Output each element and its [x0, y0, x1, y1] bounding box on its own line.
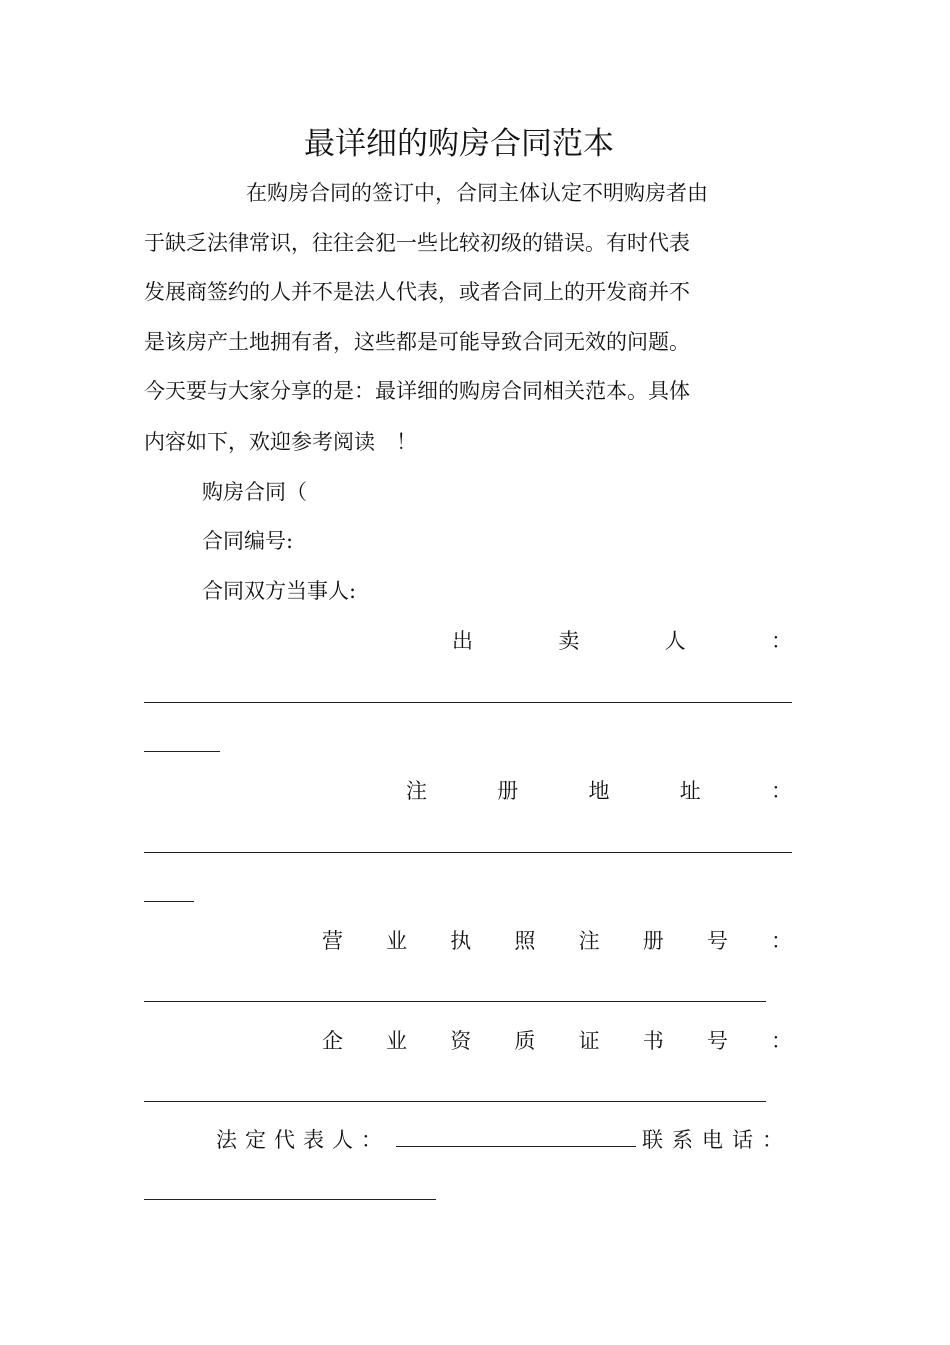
intro-line-1: 在购房合同的签订中，合同主体认定不明购房者由: [246, 181, 708, 205]
address-label-char: 注: [406, 779, 427, 803]
address-label-char: 册: [497, 779, 519, 803]
seller-fill-line[interactable]: [144, 702, 792, 703]
seller-label-char: 卖: [558, 629, 580, 653]
intro-line-6: 内容如下，欢迎参考阅读 ！: [144, 430, 417, 454]
qualification-label-char: 资: [450, 1029, 472, 1053]
license-label-char: 号: [706, 929, 728, 953]
registered-address-label: [406, 776, 792, 806]
qualification-label-char: ：: [770, 1029, 792, 1053]
contract-number-label: 合同编号:: [202, 529, 294, 553]
seller-label-char: 出: [452, 629, 473, 653]
qualification-label-char: 号: [706, 1029, 728, 1053]
page-title: 最详细的购房合同范本: [304, 126, 614, 162]
address-label-char: 址: [679, 779, 701, 803]
seller-label: [452, 626, 792, 656]
legal-rep-row: [216, 1125, 792, 1155]
qualification-label-char: 企: [322, 1029, 343, 1053]
address-fill-line-continued[interactable]: [144, 901, 194, 902]
intro-line-2: 于缺乏法律常识，往往会犯一些比较初级的错误。有时代表: [144, 231, 690, 255]
license-label-char: 册: [642, 929, 664, 953]
license-label-char: 业: [386, 929, 408, 953]
qualification-fill-line[interactable]: [144, 1101, 766, 1102]
intro-line-3: 发展商签约的人并不是法人代表，或者合同上的开发商并不: [144, 280, 690, 304]
parties-label: 合同双方当事人:: [202, 579, 357, 603]
business-license-label: [322, 926, 792, 956]
seller-label-char: 人: [664, 629, 686, 653]
license-label-char: 注: [578, 929, 600, 953]
address-fill-line[interactable]: [144, 852, 792, 853]
license-label-char: 营: [322, 929, 343, 953]
intro-line-4: 是该房产土地拥有者，这些都是可能导致合同无效的问题。: [144, 330, 690, 354]
qualification-label-char: 书: [642, 1029, 664, 1053]
qualification-label-char: 质: [514, 1029, 536, 1053]
address-label-char: ：: [771, 779, 792, 803]
license-label-char: 执: [450, 929, 472, 953]
license-label-char: 照: [514, 929, 536, 953]
qualification-label-char: 证: [578, 1029, 600, 1053]
qualification-certificate-label: [322, 1026, 792, 1056]
legal-rep-label: 法定代表人：: [216, 1128, 390, 1152]
seller-label-char: ：: [770, 629, 792, 653]
phone-fill-line[interactable]: [144, 1199, 436, 1200]
seller-fill-line-continued[interactable]: [144, 751, 220, 752]
intro-line-5: 今天要与大家分享的是：最详细的购房合同相关范本。具体: [144, 379, 690, 403]
license-label-char: ：: [770, 929, 792, 953]
phone-label: 联系电话：: [642, 1128, 792, 1152]
legal-rep-fill-line[interactable]: [396, 1128, 636, 1147]
qualification-label-char: 业: [386, 1029, 408, 1053]
contract-heading: 购房合同（: [202, 480, 307, 504]
license-fill-line[interactable]: [144, 1001, 766, 1002]
address-label-char: 地: [588, 779, 610, 803]
